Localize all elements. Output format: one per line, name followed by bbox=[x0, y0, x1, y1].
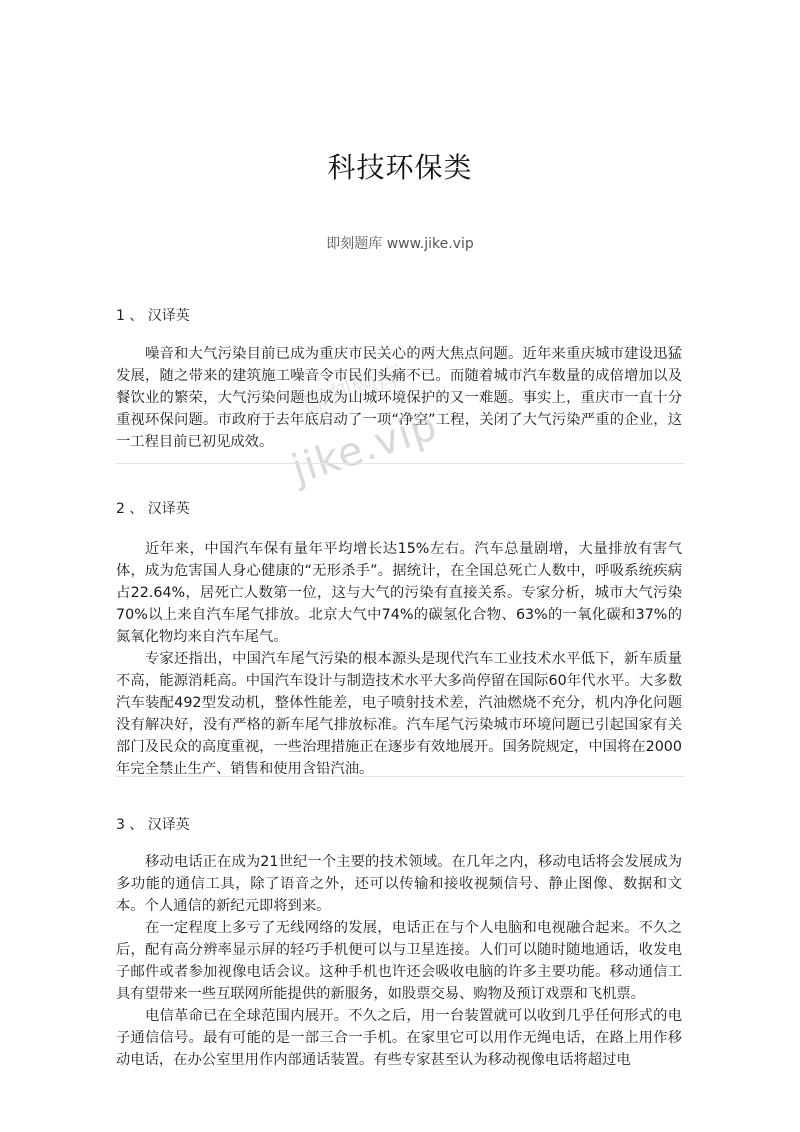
section-3-paragraph-3: 电信革命已在全球范围内展开。不久之后，用一台装置就可以收到几乎任何形式的电子通信信号。最有可能的是一部三合一手机。在家里它可以用作无绳电话，在路上用作移动电话，在办公室里用作内部通话装置。有些专家甚至认为移动视像电话将超过电 bbox=[116, 1008, 682, 1068]
section-divider-2 bbox=[116, 776, 684, 777]
section-3-paragraph-2: 在一定程度上多亏了无线网络的发展，电话正在与个人电脑和电视融合起来。不久之后，配有高分辨率显示屏的轻巧手机便可以与卫星连接。人们可以随时随地通话，收发电子邮件或者参加视像电话会议。这种手机也许还会吸收电脑的许多主要功能。移动通信工具有望带来一些互联网所能提供的新服务，如股票交易、购物及预订戏票和飞机票。 bbox=[116, 920, 682, 1002]
section-2-paragraph-1: 近年来，中国汽车保有量年平均增长达15%左右。汽车总量剧增，大量排放有害气体，成为危害国人身心健康的“无形杀手”。据统计，在全国总死亡人数中，呼吸系统疾病占22.64%，居死亡人数第一位，这与大气的污染有直接关系。专家分析，城市大气污染70%以上来自汽车尾气排放。北京大气中74%的碳氢化合物、63%的一氧化碳和37%的氮氧化物均来自汽车尾气。 bbox=[116, 541, 682, 645]
watermark-text-url: jike.vip bbox=[286, 403, 443, 493]
section-2-paragraph-2: 专家还指出，中国汽车尾气污染的根本源头是现代汽车工业技术水平低下，新车质量不高，能源消耗高。中国汽车设计与制造技术水平大多尚停留在国际60年代水平。大多数汽车装配492型发动机，整体性能差，电子喷射技术差，汽油燃烧不充分，机内净化问题没有解决好，没有严格的新车尾气排放标准。汽车尾气污染城市环境问题已引起国家有关部门及民众的高度重视，一些治理措施正在逐步有效地展开。国务院规定，中国将在2000年完全禁止生产、销售和使用含铅汽油。 bbox=[116, 651, 682, 777]
section-3-paragraph-1: 移动电话正在成为21世纪一个主要的技术领域。在几年之内，移动电话将会发展成为多功能的通信工具，除了语音之外，还可以传输和接收视频信号、静止图像、数据和文本。个人通信的新纪元即将到来。 bbox=[116, 854, 682, 914]
section-3-body bbox=[116, 851, 682, 1071]
page-title: 科技环保类 bbox=[327, 151, 473, 184]
section-2-heading: 2 、 汉译英 bbox=[116, 501, 190, 517]
section-1-heading: 1 、 汉译英 bbox=[116, 308, 190, 324]
section-3-heading: 3 、 汉译英 bbox=[116, 817, 190, 833]
page-subtitle: 即刻题库 www.jike.vip bbox=[326, 236, 474, 252]
section-1-body bbox=[116, 343, 682, 453]
section-2-body bbox=[116, 538, 682, 780]
section-divider-1 bbox=[116, 463, 684, 464]
section-1-paragraph-1: 噪音和大气污染目前已成为重庆市民关心的两大焦点问题。近年来重庆城市建设迅猛发展，随之带来的建筑施工噪音令市民们头痛不已。而随着城市汽车数量的成倍增加以及餐饮业的繁荣，大气污染问题也成为山城环境保护的又一难题。事实上，重庆市一直十分重视环保问题。市政府于去年底启动了一项“净空”工程，关闭了大气污染严重的企业，这一工程目前已初见成效。 bbox=[116, 346, 682, 450]
watermark-text-cn: 即刻题库 bbox=[298, 360, 407, 422]
